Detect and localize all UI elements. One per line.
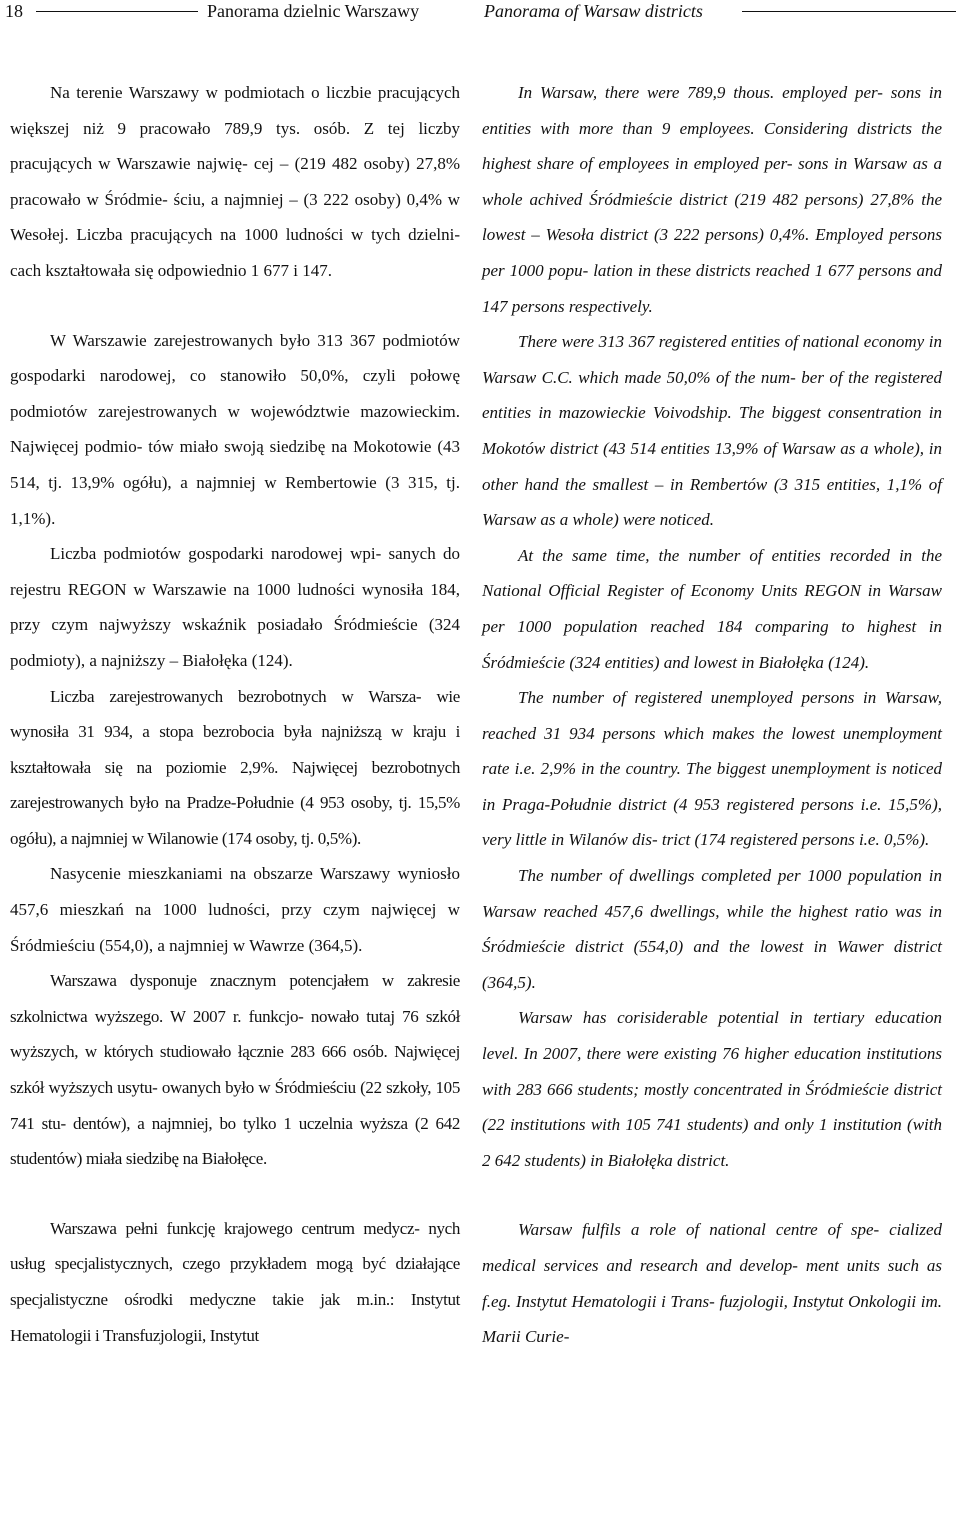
page-number: 18 xyxy=(5,1,23,21)
paragraph-entities-pl: W Warszawie zarejestrowanych było 313 367 podmiotów gospodarki narodowej, co stanowiło 50,0%, czyli połowę podmiotów zarejestrowanych w województwie mazowieckim. Najwięcej podmio- tów miało swoją siedzibę na Mokotowie (43 514, tj. 13,9% ogółu), a najmniej w Rembertowie (3 315, tj. 1,1%). xyxy=(10,330,460,528)
header-rule-right xyxy=(742,11,956,12)
paragraph-medical-pl: Warszawa pełni funkcję krajowego centrum medycz- nych usług specjalistycznych, czego przykładem mogą być działające specjalistyczne ośrodki medyczne takie jak m.in.: Instytut Hematologii i Transfuzjologii, Instytut xyxy=(10,1218,460,1345)
paragraph-spacer xyxy=(10,289,460,323)
page-header xyxy=(0,0,960,26)
polish-text-column xyxy=(10,75,460,1353)
header-rule-left xyxy=(36,11,198,12)
english-text-column xyxy=(482,75,942,1355)
paragraph-dwellings-pl: Nasycenie mieszkaniami na obszarze Warszawy wyniosło 457,6 mieszkań na 1000 ludności, przy czym najwięcej w Śródmieściu (554,0), a najmniej w Wawrze (364,5). xyxy=(10,864,460,955)
paragraph-spacer xyxy=(10,1177,460,1211)
paragraph-spacer xyxy=(482,1178,942,1212)
paragraph-regon-en: At the same time, the number of entities recorded in the National Official Register of Economy Units REGON in Warsaw per 1000 population reached 184 comparing to highest in Śródmieście (324 entities) and lowest in Białołęka (124). xyxy=(482,545,942,672)
paragraph-regon-pl: Liczba podmiotów gospodarki narodowej wpi- sanych do rejestru REGON w Warszawie na 1000 ludności wynosiła 184, przy czym najwyższy wskaźnik posiadało Śródmieście (324 podmioty), a najniższy – Białołęka (124). xyxy=(10,544,460,670)
paragraph-education-en: Warsaw has corisiderable potential in tertiary education level. In 2007, there were existing 76 higher education institutions with 283 666 students; mostly concentrated in Śródmieście district (22 institutions with 105 741 students) and only 1 institution (with 2 642 students) in Białołęka district. xyxy=(482,1008,942,1170)
paragraph-medical-en: Warsaw fulfils a role of national centre of spe- cialized medical services and research and develop- ment units such as f.eg. Instytut Hematologii i Trans- fuzjologii, Instytut Onkologii im. Marii Curie- xyxy=(482,1220,942,1347)
header-title-english: Panorama of Warsaw districts xyxy=(484,1,703,21)
header-title-polish: Panorama dzielnic Warszawy xyxy=(207,1,420,21)
paragraph-entities-en: There were 313 367 registered entities of national economy in Warsaw C.C. which made 50,0% of the num- ber of the registered entities in mazowieckie Voivodship. The biggest consentration in Mokotów district (43 514 entities 13,9% of Warsaw as a whole), in other hand the smallest – in Rembertów (3 315 entities, 1,1% of Warsaw as a whole) were noticed. xyxy=(482,332,942,530)
paragraph-dwellings-en: The number of dwellings completed per 1000 population in Warsaw reached 457,6 dwellings, while the highest ratio was in Śródmieście district (554,0) and the lowest in Wawer district (364,5). xyxy=(482,866,942,992)
paragraph-employment-pl: Na terenie Warszawy w podmiotach o liczbie pracujących większej niż 9 pracowało 789,9 tys. osób. Z tej liczby pracujących w Warszawie najwię- cej – (219 482 osoby) 27,8% pracowało w Śródmie- ściu, a najmniej – (3 222 osoby) 0,4% w Wesołej. Liczba pracujących na 1000 ludności w tych dzielni- cach kształtowała się odpowiednio 1 677 i 147. xyxy=(10,83,460,280)
paragraph-employment-en: In Warsaw, there were 789,9 thous. employed per- sons in entities with more than 9 employees. Considering districts the highest share of employees in employed per- sons in Warsaw as a whole achived Śródmieście district (219 482 persons) 27,8% the lowest – Wesoła district (3 222 persons) 0,4%. Employed persons per 1000 popu- lation in these districts reached 1 677 persons and 147 persons respectively. xyxy=(482,83,942,316)
paragraph-unemployment-en: The number of registered unemployed persons in Warsaw, reached 31 934 persons which makes the lowest unemployment rate i.e. 2,9% in the country. The biggest unemployment is noticed in Praga-Południe district (4 953 registered persons i.e. 15,5%), very little in Wilanów dis- trict (174 registered persons i.e. 0,5%). xyxy=(482,688,942,850)
paragraph-unemployment-pl: Liczba zarejestrowanych bezrobotnych w Warsza- wie wynosiła 31 934, a stopa bezrobocia była najniższą w kraju i kształtowała się na poziomie 2,9%. Najwięcej bezrobotnych zarejestrowanych było na Pradze-Południe (4 953 osoby, tj. 15,5% ogółu), a najmniej w Wilanowie (174 osoby, tj. 0,5%). xyxy=(10,686,460,848)
paragraph-education-pl: Warszawa dysponuje znacznym potencjałem w zakresie szkolnictwa wyższego. W 2007 r. funkcjo- nowało tutaj 76 szkół wyższych, w których studiowało łącznie 283 666 osób. Najwięcej szkół wyższych usytu- owanych było w Śródmieściu (22 szkoły, 105 741 stu- dentów), a najmniej, bo tylko 1 uczelnia wyższa (2 642 studentów) miała siedzibę na Białołęce. xyxy=(10,971,460,1169)
